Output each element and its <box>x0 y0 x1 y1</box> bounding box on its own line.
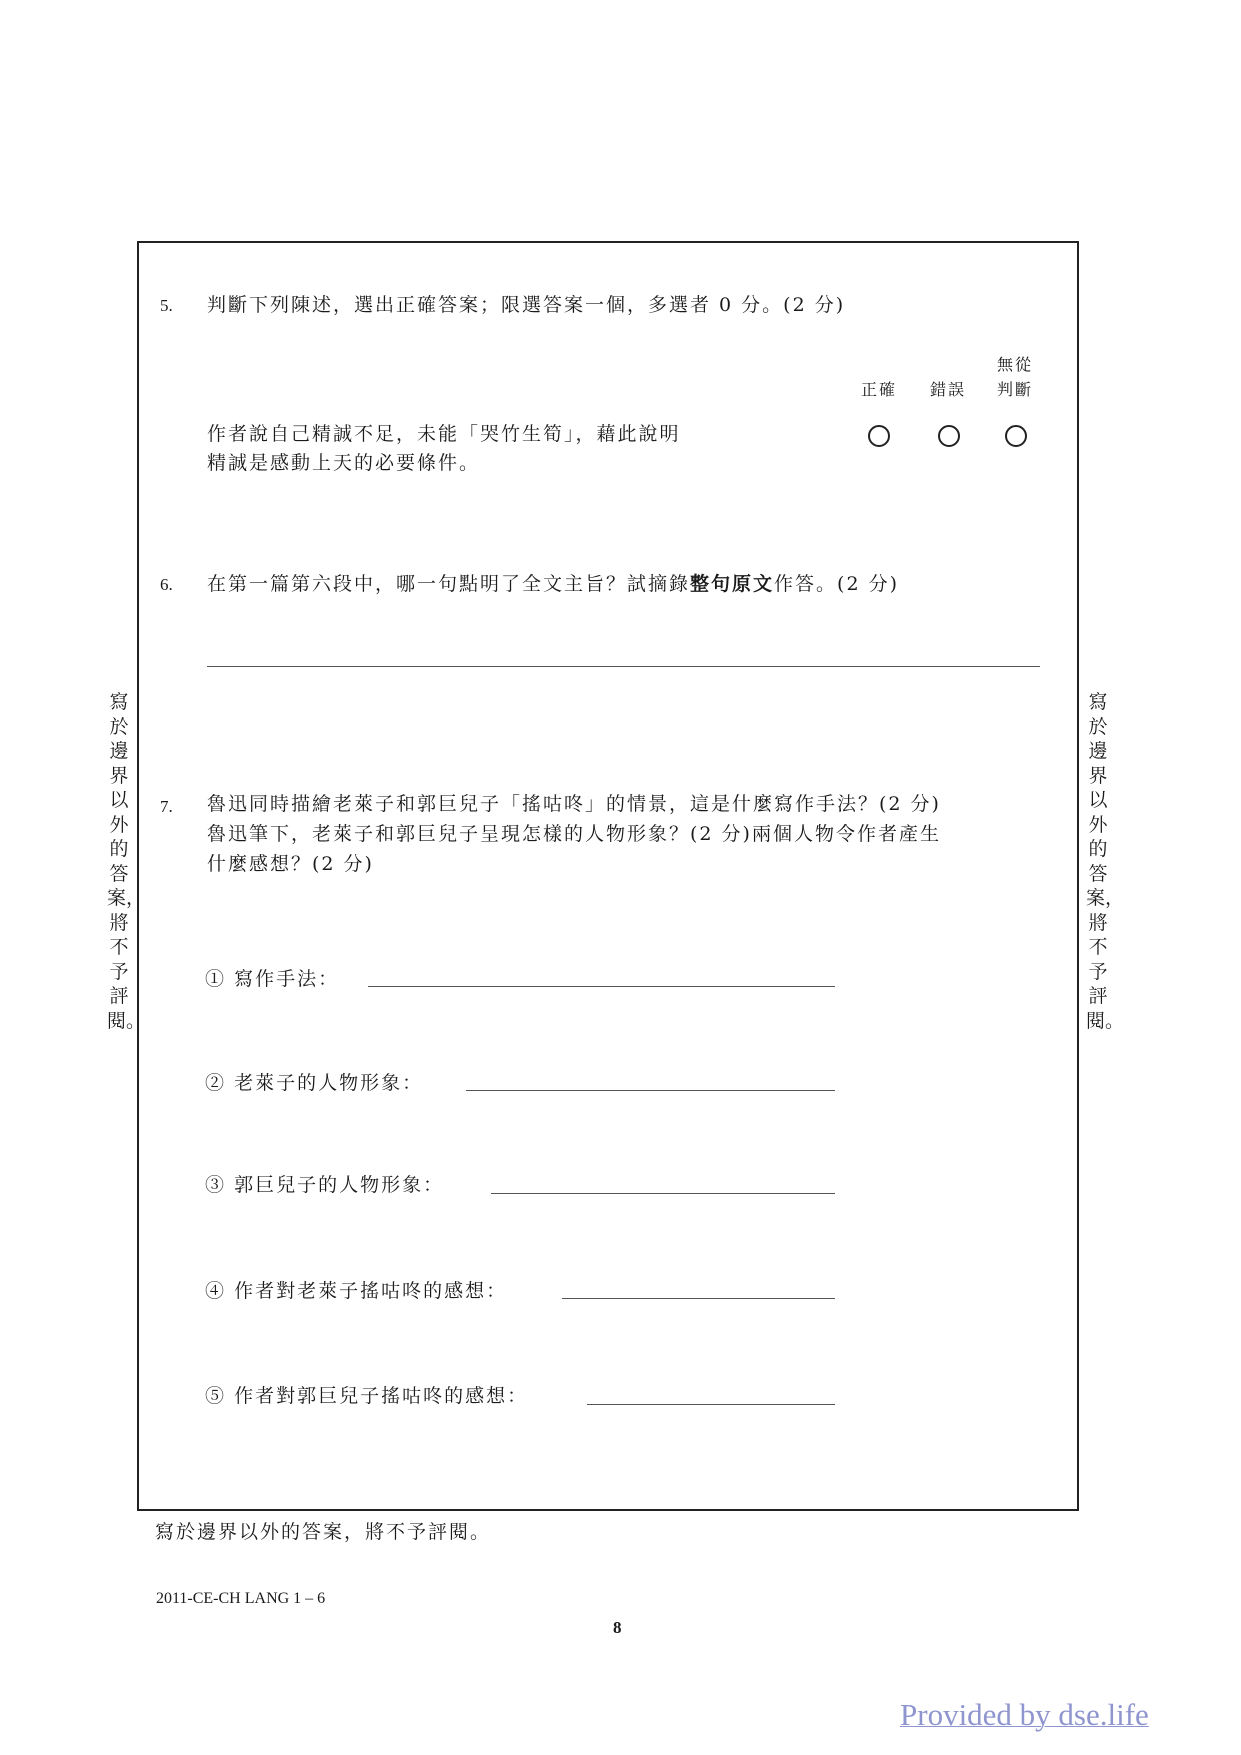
q5-option-wrong-radio[interactable] <box>938 425 960 447</box>
q6-prompt: 在第一篇第六段中，哪一句點明了全文主旨？試摘錄整句原文作答。(2 分) <box>207 573 899 595</box>
q5-option-unknown-radio[interactable] <box>1005 425 1027 447</box>
q7-item-3-label: ③ 郭巨兒子的人物形象： <box>205 1174 445 1196</box>
q7-item-4-answer-line[interactable] <box>562 1298 835 1299</box>
q7-number: 7. <box>160 797 173 816</box>
q7-item-1-answer-line[interactable] <box>368 986 835 987</box>
q7-prompt: 魯迅同時描繪老萊子和郭巨兒子「搖咕咚」的情景，這是什麼寫作手法？(2 分) 魯迅筆下，老萊子和郭巨兒子呈現怎樣的人物形象？(2 分)兩個人物令作者產生 什麼感想？(2 分) <box>207 793 941 875</box>
q5-option-correct-radio[interactable] <box>868 425 890 447</box>
q7-item-5-label: ⑤ 作者對郭巨兒子搖咕咚的感想： <box>205 1385 529 1407</box>
left-margin-note: 寫於邊界以外的答案，將不予評閱。 <box>107 691 146 1032</box>
q5-prompt: 判斷下列陳述，選出正確答案；限選答案一個，多選者 0 分。(2 分) <box>207 294 846 316</box>
q5-number: 5. <box>160 296 173 315</box>
q6-number: 6. <box>160 575 173 594</box>
q7-item-2-label: ② 老萊子的人物形象： <box>205 1072 424 1094</box>
credit-link[interactable]: Provided by dse.life <box>900 1697 1149 1732</box>
page-number: 8 <box>613 1618 622 1637</box>
q5-column-unknown: 無從 判斷 <box>996 355 1033 399</box>
right-margin-note: 寫於邊界以外的答案，將不予評閱。 <box>1086 691 1125 1032</box>
q5-column-wrong: 錯誤 <box>929 380 966 399</box>
q7-item-1-label: ① 寫作手法： <box>205 968 340 990</box>
q5-column-correct: 正確 <box>860 380 897 399</box>
paper-code: 2011-CE-CH LANG 1 – 6 <box>156 1590 326 1607</box>
q7-item-2-answer-line[interactable] <box>466 1090 835 1091</box>
q6-answer-line[interactable] <box>207 666 1040 667</box>
q6-prompt-emphasis: 整句原文 <box>690 573 775 595</box>
q7-item-5-answer-line[interactable] <box>587 1404 835 1405</box>
q5-statement: 作者說自己精誠不足，未能「哭竹生筍」，藉此說明 精誠是感動上天的必要條件。 <box>207 423 681 474</box>
q7-item-3-answer-line[interactable] <box>491 1193 835 1194</box>
footer-note: 寫於邊界以外的答案，將不予評閱。 <box>155 1521 492 1543</box>
q7-item-4-label: ④ 作者對老萊子搖咕咚的感想： <box>205 1280 508 1302</box>
